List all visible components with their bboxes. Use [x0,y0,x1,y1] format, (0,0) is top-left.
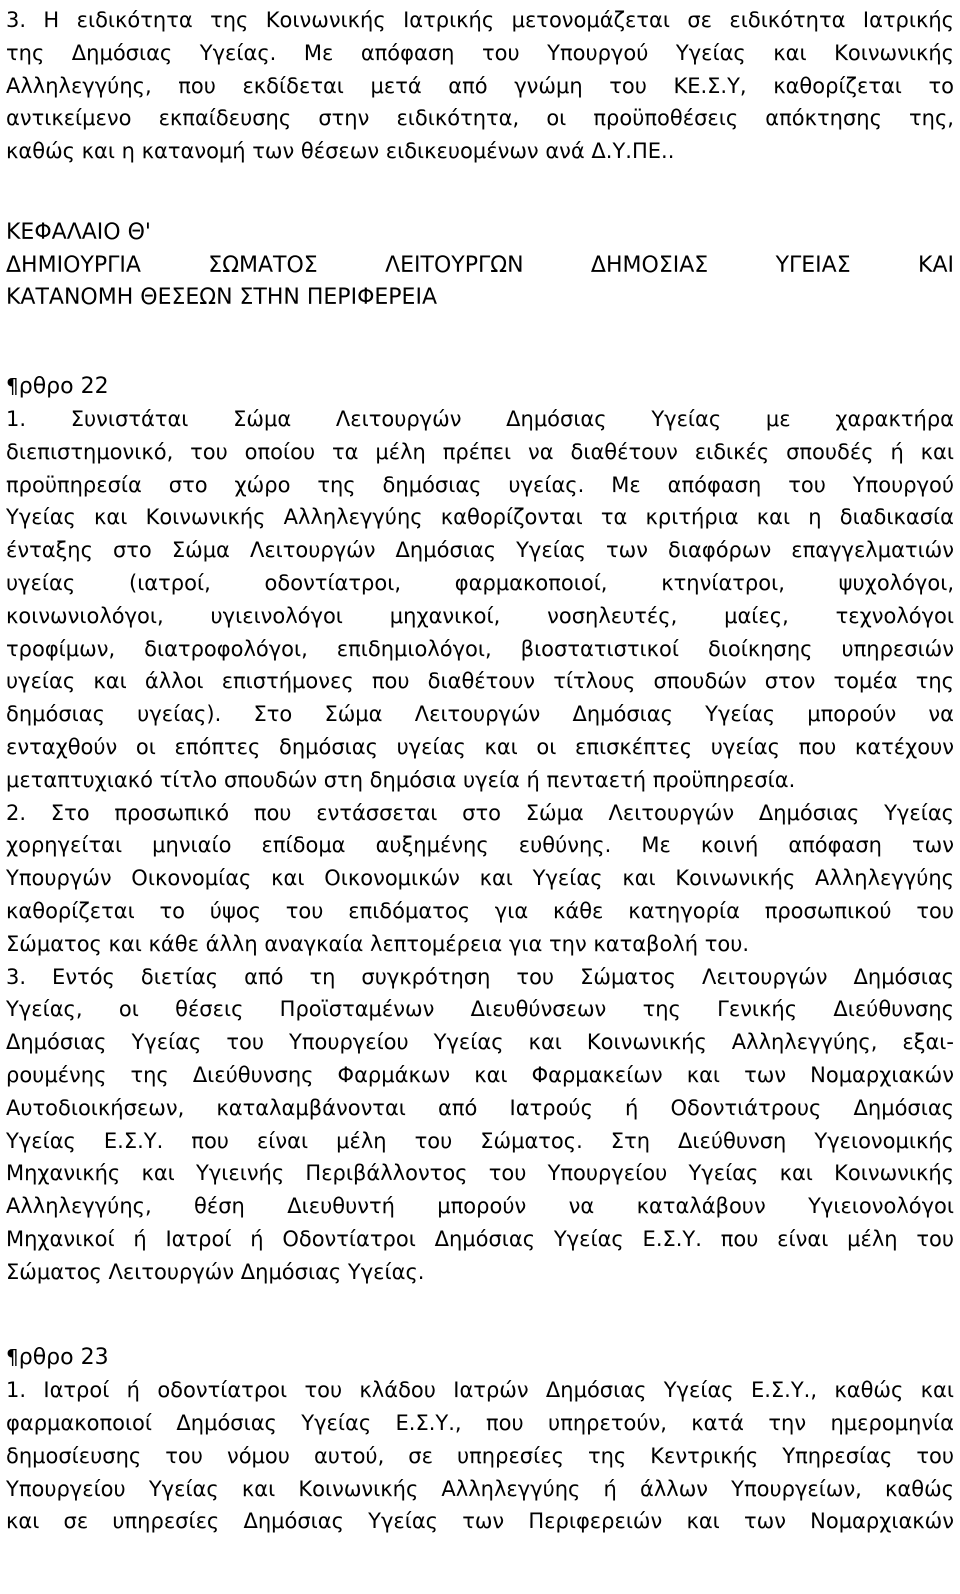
document-page [6,4,954,1538]
text-line: 2. Στο προσωπικό που εντάσσεται στο Σώμα Λειτουργών Δημόσιας Υγείας [6,800,954,825]
text-line: διεπιστημονικό, του οποίου τα μέλη πρέπει να διαθέτουν ειδικές σπουδές ή και [6,439,954,464]
text-line: προϋπηρεσία στο χώρο της δημόσιας υγείας. Με απόφαση του Υπουργού [6,472,954,497]
text-line: υγείας (ιατροί, οδοντίατροι, φαρμακοποιοί, κτηνίατροι, ψυχολόγοι, [6,570,954,595]
text-line: ένταξης στο Σώμα Λειτουργών Δημόσιας Υγείας των διαφόρων επαγγελματιών [6,538,954,563]
text-line: κοινωνιολόγοι, υγιεινολόγοι μηχανικοί, νοσηλευτές, μαίες, τεχνολόγοι [6,603,954,628]
text-line: 1. Ιατροί ή οδοντίατροι του κλάδου Ιατρών Δημόσιας Υγείας Ε.Σ.Υ., καθώς και [6,1378,954,1403]
text-line: 3. Η ειδικότητα της Κοινωνικής Ιατρικής μετονομάζεται σε ειδικότητα Ιατρικής [6,8,954,32]
text-line: Υγείας, οι θέσεις Προϊσταμένων Διευθύνσεων της Γενικής Διεύθυνσης [6,997,954,1022]
article-heading-text: ρθρο 23 [18,1345,109,1371]
text-line: Αλληλεγγύης, που εκδίδεται μετά από γνώμη του ΚΕ.Σ.Υ, καθορίζεται το [6,73,954,98]
text-line: της Δημόσιας Υγείας. Με απόφαση του Υπουργού Υγείας και Κοινωνικής [6,40,954,65]
text-line: Υπουργών Οικονομίας και Οικονομικών και Υγείας και Κοινωνικής Αλληλεγγύης [6,866,954,891]
spacer [6,348,954,370]
article-heading [6,370,954,403]
article-heading [6,1341,954,1374]
text-line: Αλληλεγγύης, θέση Διευθυντή μπορούν να καταλάβουν Υγιειονολόγοι [6,1194,954,1219]
text-line: ρουμένης της Διεύθυνσης Φαρμάκων και Φαρμακείων και των Νομαρχιακών [6,1062,954,1087]
text-line: χορηγείται μηνιαίο επίδομα αυξημένης ευθύνης. Με κοινή απόφαση των [6,833,954,858]
pilcrow-icon: ¶ [6,373,19,398]
text-line: δημοσίευσης του νόμου αυτού, σε υπηρεσίες της Κεντρικής Υπηρεσίας του [6,1443,954,1468]
spacer [6,201,954,217]
text-line: δημόσιας υγείας). Στο Σώμα Λειτουργών Δημόσιας Υγείας μπορούν να [6,702,954,727]
spacer [6,315,954,348]
spacer [6,1321,954,1341]
article-23 [6,1341,954,1538]
chapter-title-line: ΚΑΤΑΝΟΜΗ ΘΕΣΕΩΝ ΣΤΗΝ ΠΕΡΙΦΕΡΕΙΑ [6,285,437,311]
text-line: Υγείας Ε.Σ.Υ. που είναι μέλη του Σώματος. Στη Διεύθυνση Υγειονομικής [6,1128,954,1153]
text-line: αντικείμενο εκπαίδευσης στην ειδικότητα, οι προϋποθέσεις απόκτησης της, [6,106,954,131]
spacer [6,168,954,201]
text-line: καθορίζεται το ύψος του επιδόματος για κάθε κατηγορία προσωπικού του [6,898,954,923]
text-line: Σώματος και κάθε άλλη αναγκαία λεπτομέρεια για την καταβολή του. [6,931,750,956]
text-line: υγείας και άλλοι επιστήμονες που διαθέτουν τίτλους σπουδών στον τομέα της [6,669,954,694]
text-line: καθώς και η κατανομή των θέσεων ειδικευομένων ανά Δ.Υ.ΠΕ.. [6,139,675,164]
chapter-label: ΚΕΦΑΛΑΙΟ Θ' [6,219,151,245]
intro-paragraph [6,4,954,168]
spacer [6,1288,954,1321]
chapter-title-line: ΔΗΜΙΟΥΡΓΙΑ ΣΩΜΑΤΟΣ ΛΕΙΤΟΥΡΓΩΝ ΔΗΜΟΣΙΑΣ ΥΓΕΙΑΣ ΚΑΙ [6,252,954,278]
text-line: Μηχανικής και Υγιεινής Περιβάλλοντος του Υπουργείου Υγείας και Κοινωνικής [6,1161,954,1186]
text-line: Υγείας και Κοινωνικής Αλληλεγγύης καθορίζονται τα κριτήρια και η διαδικασία [6,505,954,530]
article-heading-text: ρθρο 22 [18,373,109,399]
text-line: τροφίμων, διατροφολόγοι, επιδημιολόγοι, βιοστατιστικοί διοίκησης υπηρεσιών [6,636,954,661]
text-line: ενταχθούν οι επόπτες δημόσιας υγείας και οι επισκέπτες υγείας που κατέχουν [6,734,954,759]
text-line: Αυτοδιοικήσεων, καταλαμβάνονται από Ιατρούς ή Οδοντιάτρους Δημόσιας [6,1095,954,1120]
text-line: φαρμακοποιοί Δημόσιας Υγείας Ε.Σ.Υ., που υπηρετούν, κατά την ημερομηνία [6,1411,954,1436]
text-line: Δημόσιας Υγείας του Υπουργείου Υγείας και Κοινωνικής Αλληλεγγύης, εξαι- [6,1030,954,1055]
article-22 [6,370,954,1289]
pilcrow-icon: ¶ [6,1345,19,1370]
text-line: 3. Εντός διετίας από τη συγκρότηση του Σώματος Λειτουργών Δημόσιας [6,964,954,989]
text-line: Υπουργείου Υγείας και Κοινωνικής Αλληλεγγύης ή άλλων Υπουργείων, καθώς [6,1476,954,1501]
chapter-header [6,217,954,315]
text-line: μεταπτυχιακό τίτλο σπουδών στη δημόσια υγεία ή πενταετή προϋπηρεσία. [6,767,796,792]
text-line: Μηχανικοί ή Ιατροί ή Οδοντίατροι Δημόσιας Υγείας Ε.Σ.Υ. που είναι μέλη του [6,1226,954,1251]
text-line: 1. Συνιστάται Σώμα Λειτουργών Δημόσιας Υγείας με χαρακτήρα [6,406,954,431]
text-line: Σώματος Λειτουργών Δημόσιας Υγείας. [6,1259,425,1284]
text-line: και σε υπηρεσίες Δημόσιας Υγείας των Περιφερειών και των Νομαρχιακών [6,1509,954,1534]
